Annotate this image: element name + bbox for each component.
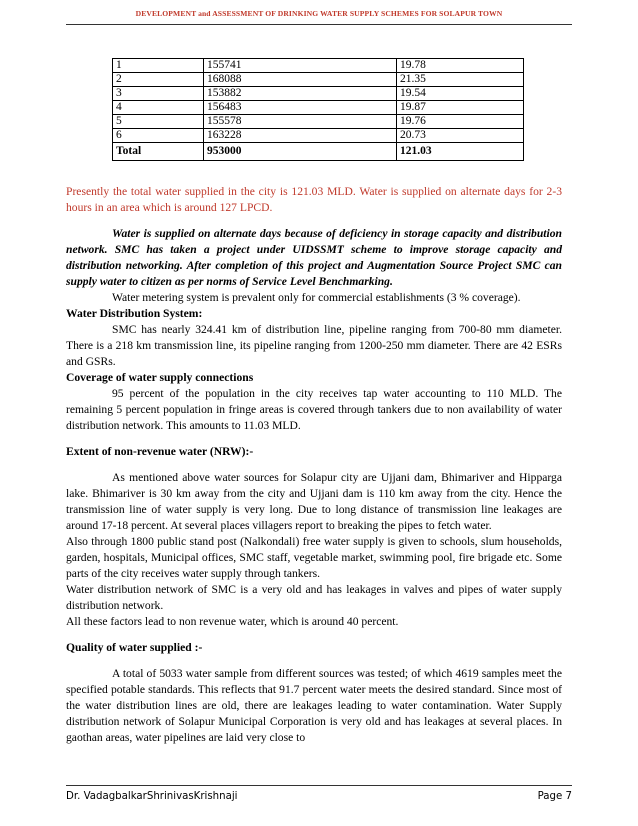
table-cell: 163228 — [204, 129, 397, 143]
spacer — [66, 630, 562, 640]
summary-paragraph: Presently the total water supplied in the city is 121.03 MLD. Water is supplied on alternate days for 2-3 hours in an area which is around 127 LPCD. — [66, 185, 562, 214]
page-footer — [66, 791, 572, 807]
table-cell: 155741 — [204, 59, 397, 73]
table-cell: 19.87 — [397, 101, 524, 115]
deficiency-paragraph: Water is supplied on alternate days because of deficiency in storage capacity and distribution network. SMC has taken a project under UIDSSMT scheme to improve storage capacity and distribution networking. After completion of this project and Augmentation Source Project SMC can supply water to citizen as per norms of Service Level Benchmarking. — [66, 227, 562, 288]
table-cell: 3 — [113, 87, 204, 101]
table-cell: 155578 — [204, 115, 397, 129]
footer-divider — [66, 785, 572, 786]
table-cell: 6 — [113, 129, 204, 143]
table-cell: 153882 — [204, 87, 397, 101]
page-number: Page 7 — [537, 791, 572, 802]
table-cell: 121.03 — [397, 143, 524, 161]
header-divider — [66, 24, 572, 25]
table-cell: 19.76 — [397, 115, 524, 129]
nrw-paragraph-2: Also through 1800 public stand post (Nalkondali) free water supply is given to schools, slum households, garden, hospitals, Municipal offices, SMC staff, vegetable market, swimming pool, fire brigade etc. Some parts of the city receives water supply through tankers. — [66, 535, 562, 580]
distribution-paragraph: SMC has nearly 324.41 km of distribution line, pipeline ranging from 700-80 mm diameter. There is a 218 km transmission line, its pipeline ranging from 1200-250 mm diameter. There are 42 ESRs and GSRs. — [66, 323, 562, 368]
coverage-heading: Coverage of water supply connections — [66, 371, 254, 384]
table-cell: 19.78 — [397, 59, 524, 73]
table-row — [113, 73, 524, 87]
spacer — [66, 216, 562, 226]
table-row — [113, 101, 524, 115]
table-row — [113, 87, 524, 101]
table-cell: 168088 — [204, 73, 397, 87]
nrw-paragraph-4: All these factors lead to non revenue water, which is around 40 percent. — [66, 615, 399, 628]
table-cell: 156483 — [204, 101, 397, 115]
table-row — [113, 59, 524, 73]
table-cell: 20.73 — [397, 129, 524, 143]
spacer — [66, 460, 562, 470]
distribution-heading: Water Distribution System: — [66, 307, 203, 320]
document-body — [66, 184, 562, 746]
nrw-paragraph-1: As mentioned above water sources for Solapur city are Ujjani dam, Bhimariver and Hipparga lake. Bhimariver is 30 km away from the city and Ujjani dam is 110 km away from the city. Hence the transmission line of water supply is very long. Due to long distance of transmission line leakages are around 17-18 percent. At several places villagers report to breaking the pipes to fetch water. — [66, 471, 562, 532]
spacer — [66, 656, 562, 666]
table-cell: 5 — [113, 115, 204, 129]
table-cell: 19.54 — [397, 87, 524, 101]
spacer — [66, 434, 562, 444]
nrw-paragraph-3: Water distribution network of SMC is a very old and has leakages in valves and pipes of water supply distribution network. — [66, 583, 562, 612]
quality-paragraph: A total of 5033 water sample from different sources was tested; of which 4619 samples meet the specified potable standards. This reflects that 91.7 percent water meets the desired standard. Since most of the water distribution lines are old, there are leakages leading to water contamination. Water Supply distribution network of Solapur Municipal Corporation is very old and has leakages at several places. In gaothan areas, water pipelines are laid very close to — [66, 667, 562, 744]
water-supply-table — [112, 58, 524, 161]
table-cell: Total — [113, 143, 204, 161]
table-row — [113, 115, 524, 129]
quality-heading: Quality of water supplied :- — [66, 641, 203, 654]
table-cell: 953000 — [204, 143, 397, 161]
table-cell: 2 — [113, 73, 204, 87]
footer-author: Dr. VadagbalkarShrinivasKrishnaji — [66, 791, 238, 802]
nrw-heading: Extent of non-revenue water (NRW):- — [66, 445, 254, 458]
metering-paragraph: Water metering system is prevalent only for commercial establishments (3 % coverage). — [112, 291, 521, 304]
coverage-paragraph: 95 percent of the population in the city receives tap water accounting to 110 MLD. The remaining 5 percent population in fringe areas is covered through tankers due to non availability of water distribution network. This amounts to 11.03 MLD. — [66, 387, 562, 432]
table-row — [113, 129, 524, 143]
table-cell: 4 — [113, 101, 204, 115]
table-cell: 21.35 — [397, 73, 524, 87]
table-total-row — [113, 143, 524, 161]
table-cell: 1 — [113, 59, 204, 73]
running-header: DEVELOPMENT and ASSESSMENT OF DRINKING WATER SUPPLY SCHEMES FOR SOLAPUR TOWN — [135, 9, 503, 18]
